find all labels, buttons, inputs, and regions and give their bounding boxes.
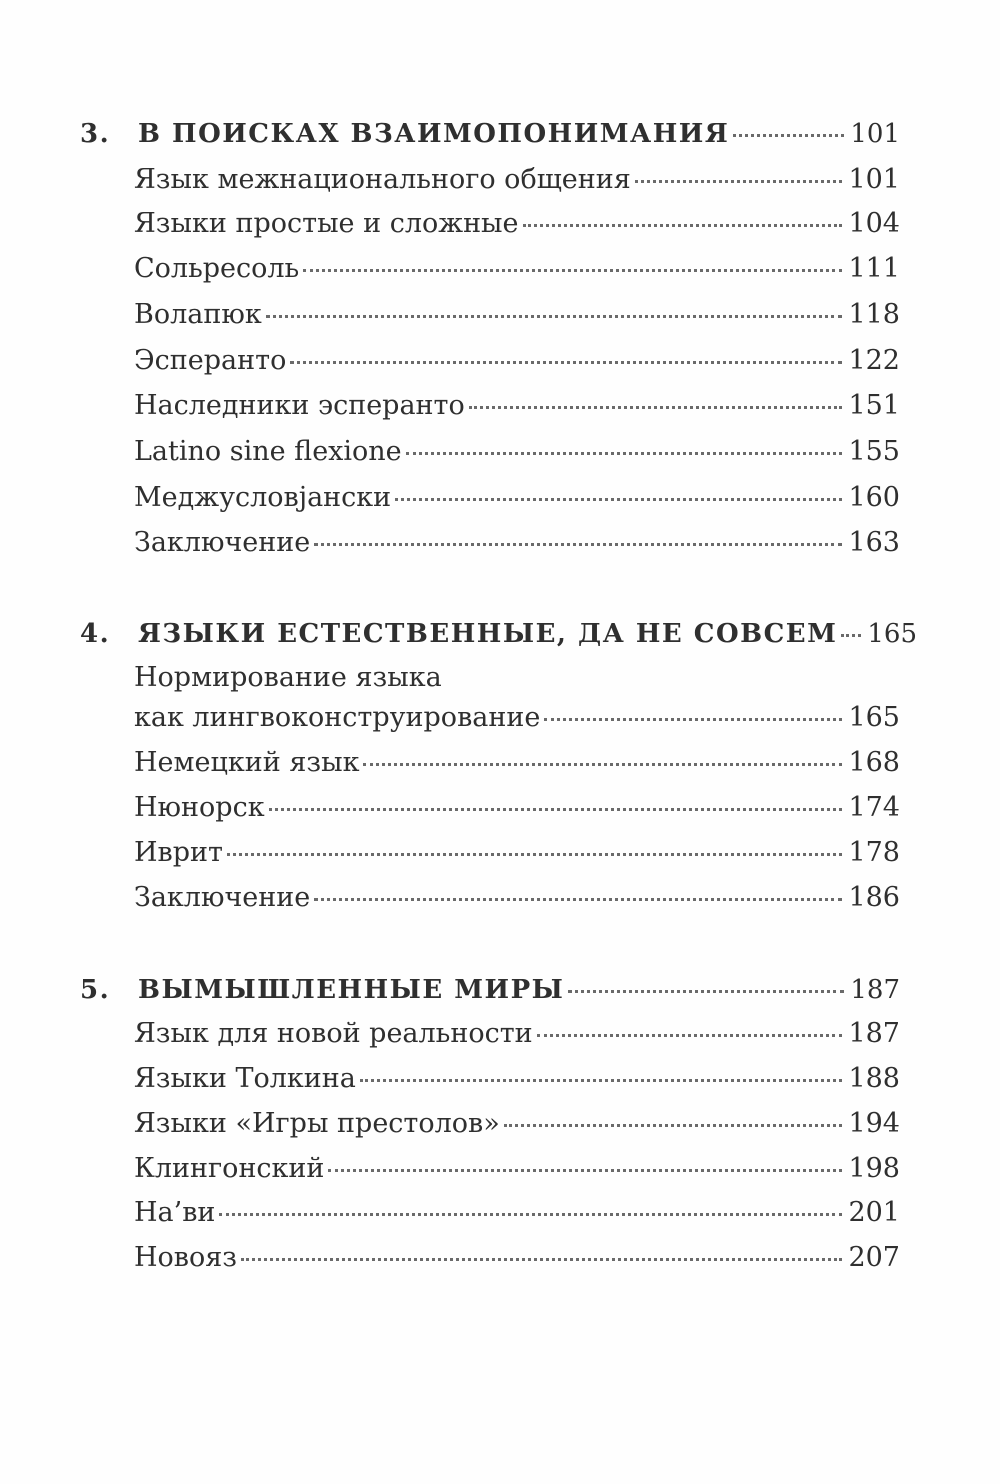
toc-entry[interactable] <box>134 1102 900 1146</box>
page-number: 101 <box>850 119 900 149</box>
toc-entry[interactable] <box>134 786 900 830</box>
dot-leader <box>537 1034 843 1037</box>
toc-entry[interactable] <box>134 384 900 428</box>
page-number: 118 <box>848 299 900 330</box>
toc-entry[interactable] <box>134 202 900 246</box>
page-number: 188 <box>848 1063 900 1094</box>
entry-title: Немецкий язык <box>134 747 360 778</box>
toc-entry[interactable] <box>134 1012 900 1056</box>
dot-leader <box>841 634 861 637</box>
page-number: 101 <box>848 164 900 195</box>
dot-leader <box>635 180 843 183</box>
toc-entry[interactable] <box>134 696 900 740</box>
entry-title: Нюнорск <box>134 792 265 823</box>
chapter-number: 5. <box>80 975 111 1005</box>
entry-title: Иврит <box>134 837 223 868</box>
page-number: 178 <box>848 837 900 868</box>
entry-title: Языки Толкина <box>134 1063 356 1094</box>
page-number: 165 <box>867 619 918 649</box>
dot-leader <box>363 763 842 766</box>
entry-title: Latino sine flexione <box>134 436 402 467</box>
entry-title: Сольресоль <box>134 253 300 284</box>
toc-entry[interactable] <box>134 430 900 474</box>
chapter-number: 3. <box>80 119 111 149</box>
page-number: 104 <box>848 208 900 239</box>
entry-title: Меджусловјански <box>134 482 392 513</box>
dot-leader <box>733 134 844 137</box>
chapter-title: В ПОИСКАХ ВЗАИМОПОНИМАНИЯ <box>138 119 730 149</box>
entry-title: На’ви <box>134 1197 216 1228</box>
entry-title: Язык для новой реальности <box>134 1018 533 1049</box>
toc-entry[interactable] <box>134 521 900 565</box>
page-number: 155 <box>848 436 900 467</box>
entry-title: Эсперанто <box>134 345 287 376</box>
entry-title-line1[interactable]: Нормирование языка <box>134 662 442 693</box>
page-number: 111 <box>848 253 900 284</box>
entry-title: Языки «Игры престолов» <box>134 1108 500 1139</box>
entry-title: Заключение <box>134 527 311 558</box>
page-number: 174 <box>848 792 900 823</box>
page-number: 187 <box>850 975 900 1005</box>
entry-title: Новояз <box>134 1242 238 1273</box>
toc-entry[interactable] <box>134 339 900 383</box>
dot-leader <box>395 498 842 501</box>
entry-title: Заключение <box>134 882 311 913</box>
entry-title: Наследники эсперанто <box>134 390 465 421</box>
page-number: 168 <box>848 747 900 778</box>
dot-leader <box>568 990 844 993</box>
chapter-heading[interactable] <box>80 112 900 156</box>
toc-entry[interactable] <box>134 1147 900 1191</box>
dot-leader <box>314 543 842 546</box>
entry-title: Волапюк <box>134 299 262 330</box>
chapter-number: 4. <box>80 619 111 649</box>
dot-leader <box>314 898 842 901</box>
chapter-title: ВЫМЫШЛЕННЫЕ МИРЫ <box>138 975 565 1005</box>
toc-entry[interactable] <box>134 247 900 291</box>
entry-title: Языки простые и сложные <box>134 208 519 239</box>
toc-entry[interactable] <box>134 476 900 520</box>
dot-leader <box>303 269 842 272</box>
toc-entry[interactable] <box>134 158 900 202</box>
chapter-heading[interactable] <box>80 612 918 656</box>
page-number: 151 <box>848 390 900 421</box>
page-number: 165 <box>848 702 900 733</box>
page-number: 187 <box>848 1018 900 1049</box>
toc-entry[interactable] <box>134 876 900 920</box>
toc-entry[interactable] <box>134 1236 900 1280</box>
toc-entry[interactable] <box>134 831 900 875</box>
page-number: 122 <box>848 345 900 376</box>
dot-leader <box>266 315 843 318</box>
dot-leader <box>219 1213 842 1216</box>
dot-leader <box>523 224 843 227</box>
dot-leader <box>227 853 842 856</box>
entry-title: Клингонский <box>134 1153 325 1184</box>
dot-leader <box>328 1169 842 1172</box>
toc-entry[interactable] <box>134 1057 900 1101</box>
page-number: 194 <box>848 1108 900 1139</box>
page-number: 207 <box>848 1242 900 1273</box>
dot-leader <box>269 808 843 811</box>
entry-title: Язык межнационального общения <box>134 164 631 195</box>
page-number: 163 <box>848 527 900 558</box>
page-number: 186 <box>848 882 900 913</box>
dot-leader <box>290 361 842 364</box>
page-number: 201 <box>848 1197 900 1228</box>
dot-leader <box>504 1124 843 1127</box>
toc-entry[interactable] <box>134 293 900 337</box>
page-number: 160 <box>848 482 900 513</box>
page-number: 198 <box>848 1153 900 1184</box>
chapter-heading[interactable] <box>80 968 900 1012</box>
toc-entry[interactable] <box>134 1191 900 1235</box>
chapter-title: ЯЗЫКИ ЕСТЕСТВЕННЫЕ, ДА НЕ СОВСЕМ <box>138 619 838 649</box>
dot-leader <box>544 718 842 721</box>
dot-leader <box>406 452 843 455</box>
entry-title: как лингвоконструирование <box>134 702 541 733</box>
dot-leader <box>360 1079 843 1082</box>
dot-leader <box>469 406 843 409</box>
dot-leader <box>241 1258 842 1261</box>
toc-entry[interactable] <box>134 741 900 785</box>
